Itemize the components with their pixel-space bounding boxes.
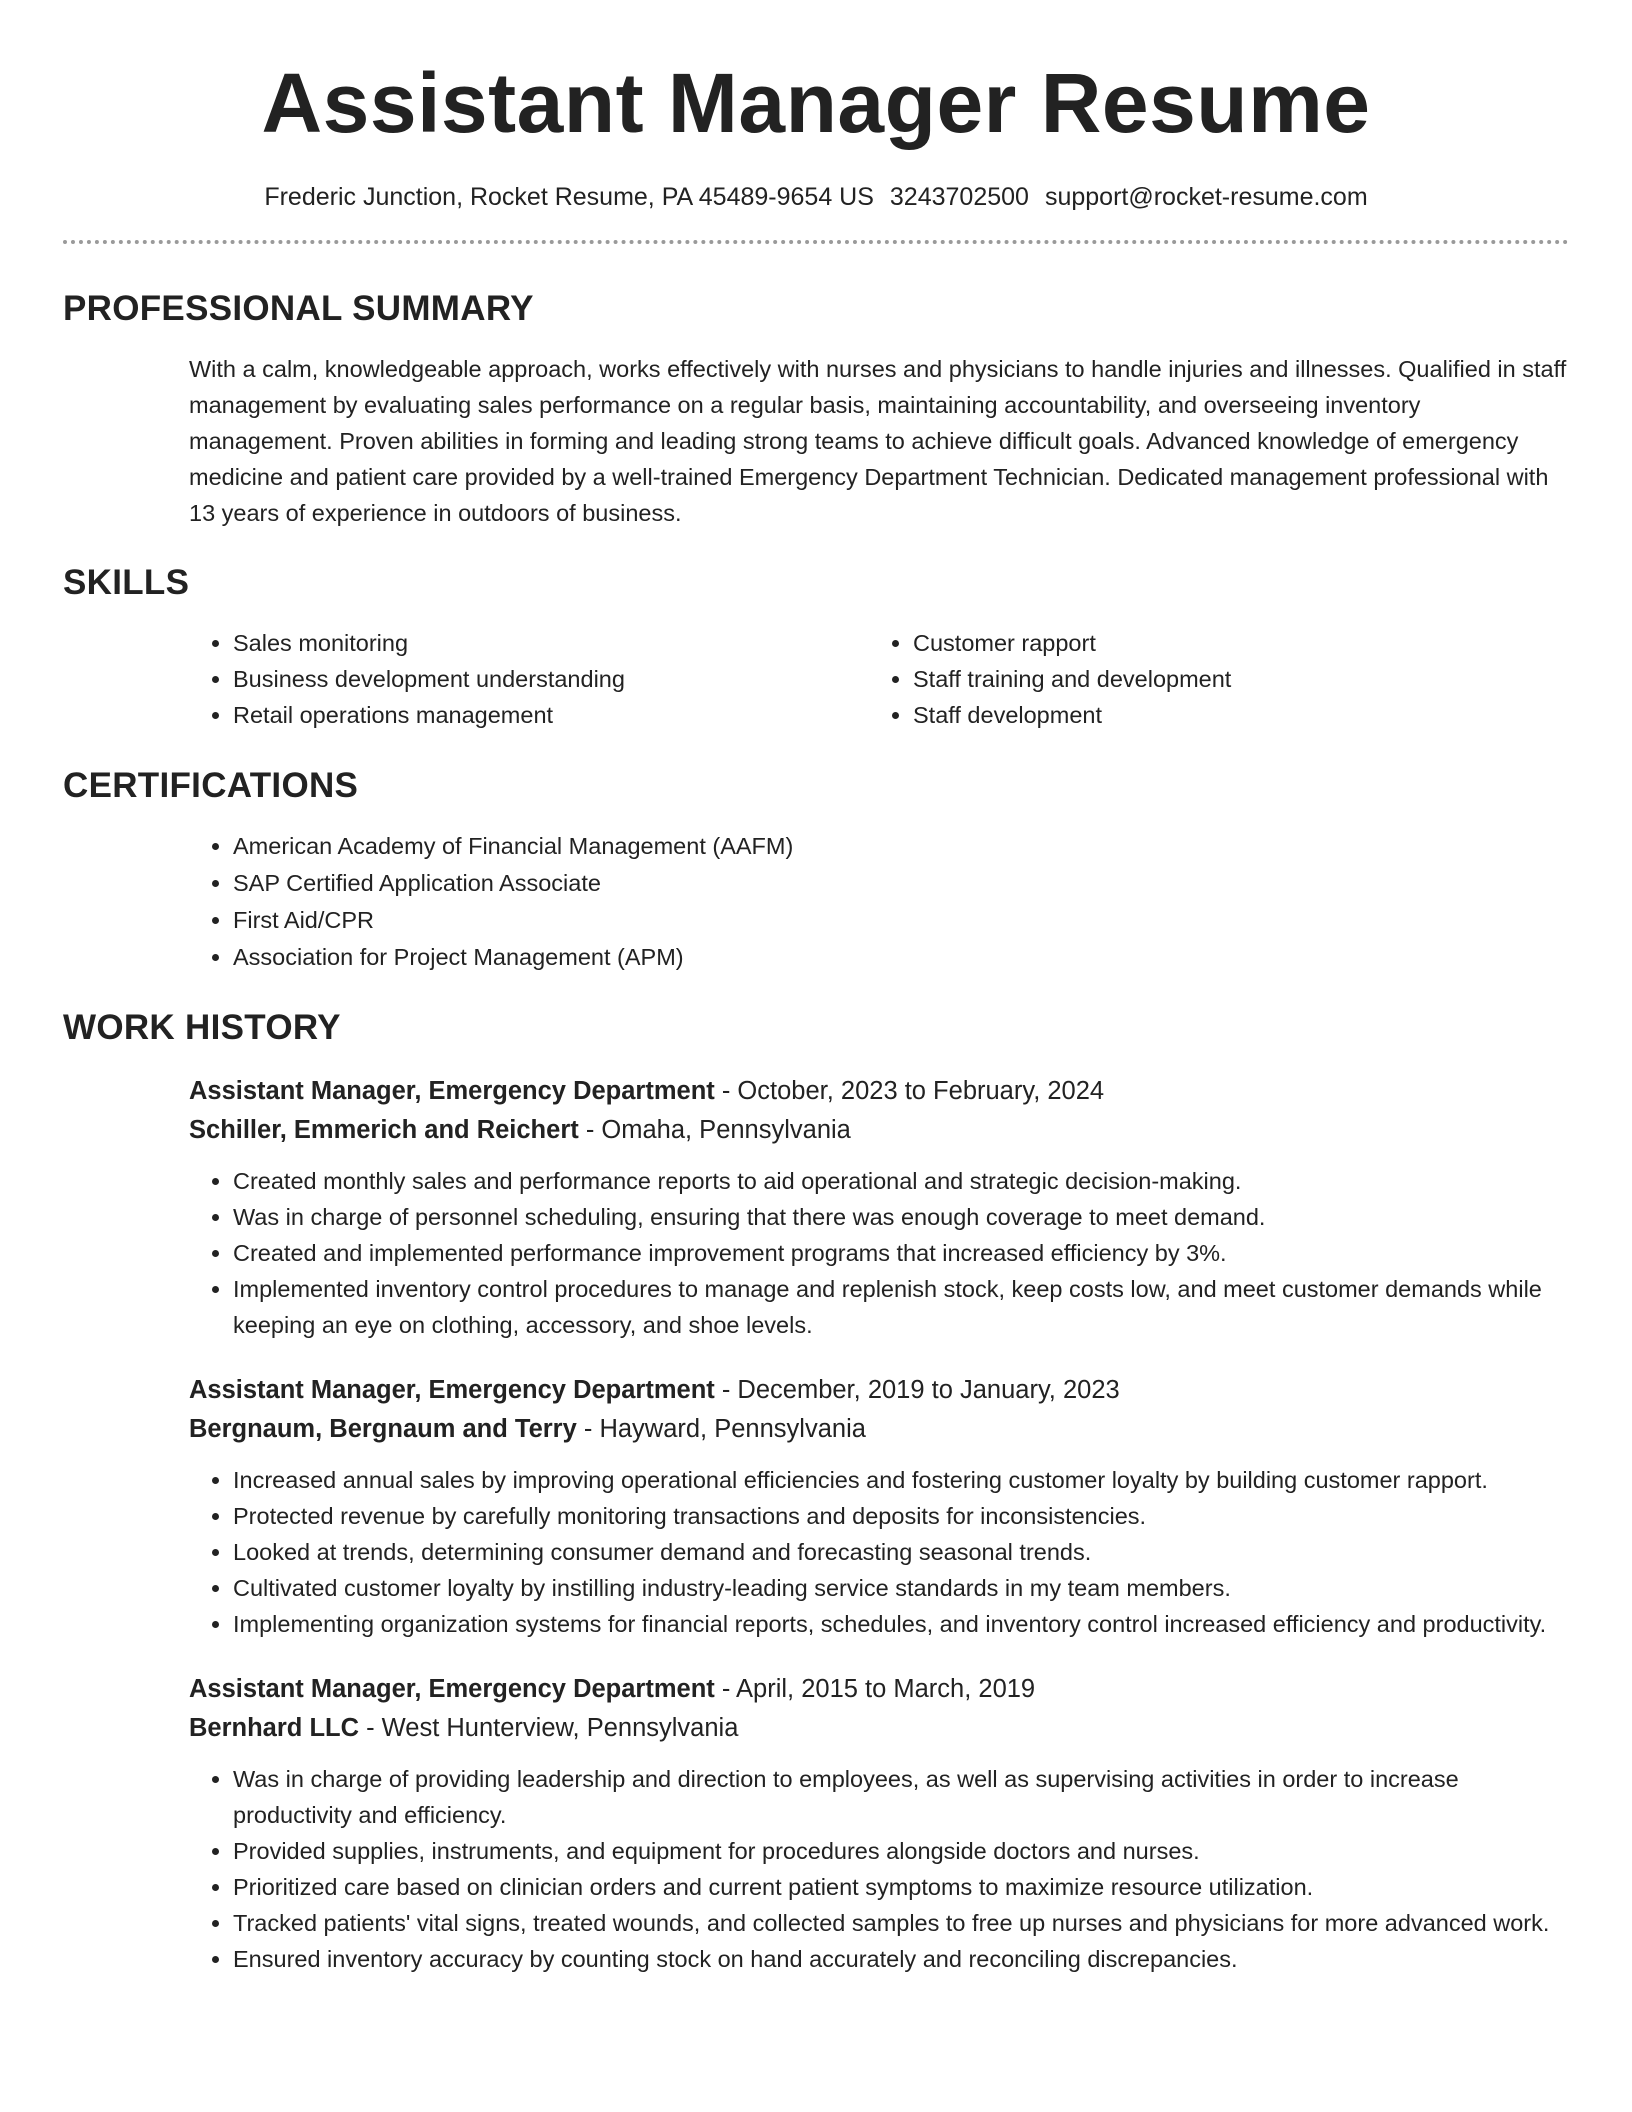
job-location: - West Hunterview, Pennsylvania [359,1714,739,1742]
job-company-line [189,1410,1569,1449]
job-company: Bergnaum, Bergnaum and Terry [189,1415,577,1443]
summary-text: With a calm, knowledgeable approach, works effectively with nurses and physicians to handle injuries and illnesses. Qualified in staff management by evaluating sales performance on a regular basis, maintaining accountability, and overseeing inventory management. Proven abilities in forming and leading strong teams to achieve difficult goals. Advanced knowledge of emergency medicine and patient care provided by a well-trained Emergency Department Technician. Dedicated management professional with 13 years of experience in outdoors of business. [189,356,1567,526]
skills-grid [63,625,1569,733]
skill-item: • Staff development [913,697,1549,733]
skills-column-left [189,625,869,733]
job-position: Assistant Manager, Emergency Department [189,1376,715,1404]
job-bullet: • Created and implemented performance improvement programs that increased efficiency by 3%. [233,1235,1569,1271]
job-bullet: • Tracked patients' vital signs, treated wounds, and collected samples to free up nurses and physicians for more advanced work. [233,1905,1569,1941]
job-dates: - December, 2019 to January, 2023 [714,1376,1120,1404]
skill-item: • Sales monitoring [233,625,869,661]
job-location: - Omaha, Pennsylvania [578,1116,851,1144]
skills-heading: SKILLS [63,563,190,602]
contact-email: support@rocket-resume.com [1044,183,1368,211]
job-entry [63,1670,1569,1977]
job-bullet: • Provided supplies, instruments, and equipment for procedures alongside doctors and nurses. [233,1833,1569,1869]
job-bullet: • Ensured inventory accuracy by counting stock on hand accurately and reconciling discrepancies. [233,1941,1569,1977]
job-bullet: • Created monthly sales and performance reports to aid operational and strategic decision-making. [233,1163,1569,1199]
job-bullet: • Cultivated customer loyalty by instilling industry-leading service standards in my team members. [233,1570,1569,1606]
certification-item: • American Academy of Financial Management (AAFM) [233,828,1569,865]
certification-item: • First Aid/CPR [233,902,1569,939]
job-title-line [189,1670,1569,1709]
skill-item: • Retail operations management [233,697,869,733]
job-entry [63,1371,1569,1642]
summary-heading: PROFESSIONAL SUMMARY [63,289,534,328]
job-position: Assistant Manager, Emergency Department [189,1077,715,1105]
skills-column-right [869,625,1549,733]
job-company-line [189,1111,1569,1150]
certifications-heading: CERTIFICATIONS [63,766,359,805]
skill-item: • Customer rapport [913,625,1549,661]
job-bullet: • Increased annual sales by improving operational efficiencies and fostering customer loyalty by building customer rapport. [233,1462,1569,1498]
work-history-heading: WORK HISTORY [63,1008,341,1047]
skill-item: • Staff training and development [913,661,1549,697]
contact-address: Frederic Junction, Rocket Resume, PA 45489-9654 US [264,183,874,211]
job-bullets [189,1163,1569,1343]
job-title-line [189,1072,1569,1111]
job-bullet: • Protected revenue by carefully monitoring transactions and deposits for inconsistencies. [233,1498,1569,1534]
job-title-line [189,1371,1569,1410]
job-company: Bernhard LLC [189,1714,360,1742]
job-company-line [189,1709,1569,1748]
job-bullet: • Implementing organization systems for financial reports, schedules, and inventory control increased efficiency and productivity. [233,1606,1569,1642]
certification-item: • SAP Certified Application Associate [233,865,1569,902]
certification-item: • Association for Project Management (APM) [233,939,1569,976]
job-bullet: • Was in charge of personnel scheduling, ensuring that there was enough coverage to meet demand. [233,1199,1569,1235]
job-dates: - April, 2015 to March, 2019 [714,1675,1036,1703]
job-position: Assistant Manager, Emergency Department [189,1675,715,1703]
job-dates: - October, 2023 to February, 2024 [714,1077,1105,1105]
job-bullets [189,1462,1569,1642]
job-bullet: • Was in charge of providing leadership and direction to employees, as well as supervising activities in order to increase productivity and efficiency. [233,1761,1569,1833]
skill-item: • Business development understanding [233,661,869,697]
certifications-list [63,828,1569,976]
job-bullet: • Looked at trends, determining consumer demand and forecasting seasonal trends. [233,1534,1569,1570]
job-entry [63,1072,1569,1343]
job-bullet: • Prioritized care based on clinician orders and current patient symptoms to maximize resource utilization. [233,1869,1569,1905]
contact-line [63,180,1569,214]
job-bullets [189,1761,1569,1977]
job-company: Schiller, Emmerich and Reichert [189,1116,579,1144]
contact-phone: 3243702500 [889,183,1029,211]
resume-title: Assistant Manager Resume [261,56,1371,150]
job-bullet: • Implemented inventory control procedures to manage and replenish stock, keep costs low, and meet customer demands while keeping an eye on clothing, accessory, and shoe levels. [233,1271,1569,1343]
header-divider [63,240,1569,244]
job-location: - Hayward, Pennsylvania [576,1415,866,1443]
